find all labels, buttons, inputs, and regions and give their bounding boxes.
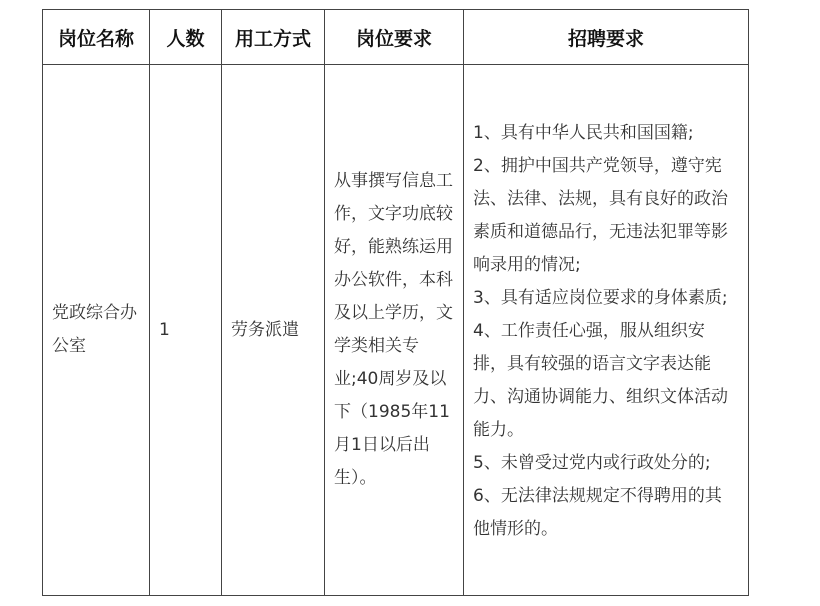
count-cell [150,65,222,596]
header-row [43,10,749,65]
requirement-item: 4、工作责任心强，服从组织安排，具有较强的语言文字表达能力、沟通协调能力、组织文体活动能力。 [473,320,728,440]
table-row [43,65,749,596]
header-count: 人数 [150,10,222,65]
requirement-item: 5、未曾受过党内或行政处分的; [473,452,711,473]
requirement-item: 3、具有适应岗位要求的身体素质; [473,287,728,308]
employment-type: 劳务派遣 [231,319,299,340]
count-value: 1 [159,319,170,340]
recruitment-requirements-cell [464,65,749,596]
job-posting-table [42,9,749,596]
requirement-item: 6、无法律法规规定不得聘用的其他情形的。 [473,485,722,539]
requirement-item: 2、拥护中国共产党领导，遵守宪法、法律、法规，具有良好的政治素质和道德品行，无违法犯罪等影响录用的情况; [473,155,728,275]
position-name-cell [43,65,150,596]
requirement-item: 1、具有中华人民共和国国籍; [473,122,694,143]
header-duty-requirements: 岗位要求 [325,10,464,65]
position-name: 党政综合办公室 [52,303,137,356]
header-recruitment-requirements: 招聘要求 [464,10,749,65]
duty-requirements-cell [325,65,464,596]
header-position-name: 岗位名称 [43,10,150,65]
header-employment-type: 用工方式 [222,10,325,65]
duty-requirements: 从事撰写信息工作，文字功底较好，能熟练运用办公软件，本科及以上学历，文学类相关专业;40周岁及以下（1985年11月1日以后出生）。 [334,171,453,488]
employment-type-cell [222,65,325,596]
